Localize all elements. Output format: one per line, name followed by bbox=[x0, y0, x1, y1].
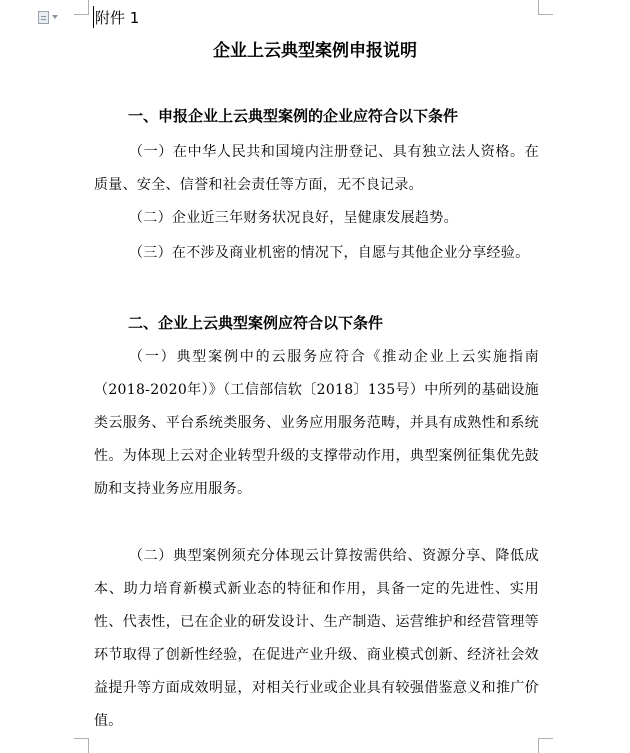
page-margin-corner-top-right bbox=[538, 0, 553, 15]
section-heading-1: 一、申报企业上云典型案例的企业应符合以下条件 bbox=[128, 107, 459, 125]
attachment-label: 附件 1 bbox=[95, 9, 140, 27]
paragraph: （一）典型案例中的云服务应符合《推动企业上云实施指南（2018-2020年）》（工信部信软〔2018〕135号）中所列的基础设施类云服务、平台系统类服务、业务应用服务范畴，并具有成熟性和系统性。为体现上云对企业转型升级的支撑带动作用，典型案例征集优先鼓励和支持业务应用服务。 bbox=[94, 349, 539, 497]
text-cursor bbox=[93, 6, 94, 28]
page-icon bbox=[38, 11, 49, 24]
page-margin-corner-bottom-right bbox=[538, 738, 553, 753]
chevron-down-icon bbox=[52, 15, 58, 19]
page-margin-corner-bottom-left bbox=[74, 738, 89, 753]
paragraph: （三）在不涉及商业机密的情况下，自愿与其他企业分享经验。 bbox=[129, 245, 530, 261]
document-menu-icon[interactable] bbox=[38, 9, 64, 25]
section-heading-2: 二、企业上云典型案例应符合以下条件 bbox=[128, 314, 384, 332]
paragraph: （二）企业近三年财务状况良好，呈健康发展趋势。 bbox=[129, 210, 458, 226]
paragraph: （二）典型案例须充分体现云计算按需供给、资源分享、降低成本、助力培育新模式新业态的特征和作用，具备一定的先进性、实用性、代表性，已在企业的研发设计、生产制造、运营维护和经营管理等环节取得了创新性经验，在促进产业升级、商业模式创新、经济社会效益提升等方面成效明显，对相关行业或企业具有较强借鉴意义和推广价值。 bbox=[94, 548, 539, 729]
page-margin-corner-top-left bbox=[74, 0, 89, 15]
paragraph: （一）在中华人民共和国境内注册登记、具有独立法人资格。在质量、安全、信誉和社会责任等方面，无不良记录。 bbox=[94, 144, 539, 193]
document-title: 企业上云典型案例申报说明 bbox=[213, 41, 417, 61]
